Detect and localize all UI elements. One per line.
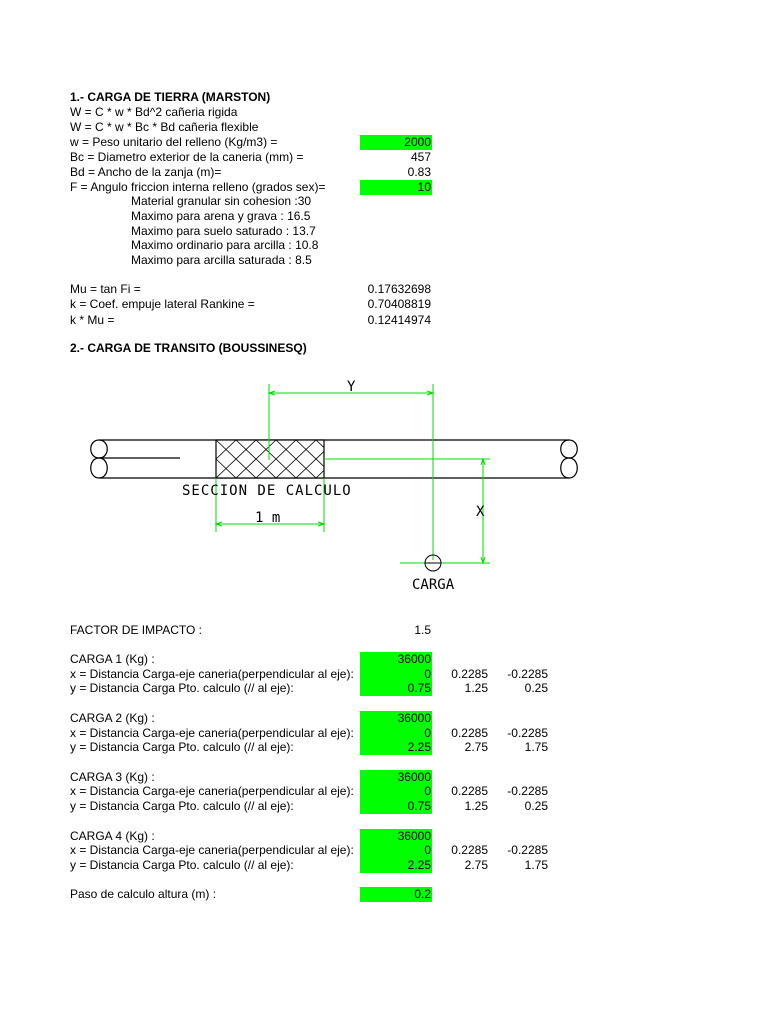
note-row	[0, 253, 768, 268]
param-label: w = Peso unitario del relleno (Kg/m3) =	[70, 135, 278, 149]
load-x-input[interactable]: 0	[360, 726, 432, 741]
load-value-input[interactable]: 36000	[360, 711, 432, 726]
result-label: k = Coef. empuje lateral Rankine =	[70, 297, 255, 311]
load-x-input[interactable]: 0	[360, 843, 432, 858]
impact-label: FACTOR DE IMPACTO :	[70, 623, 203, 637]
load-y-input[interactable]: 0.75	[360, 799, 432, 814]
formula-rigid: W = C * w * Bd^2 cañeria rigida	[70, 105, 238, 119]
result-value-kmu: 0.12414974	[367, 313, 431, 327]
result-label: Mu = tan Fi =	[70, 282, 141, 296]
load-x-minus: -0.2285	[507, 843, 548, 857]
load-value-input[interactable]: 36000	[360, 829, 432, 844]
load-y-minus: 1.75	[524, 858, 548, 872]
section2-title-row	[0, 341, 768, 356]
step-label: Paso de calculo altura (m) :	[70, 887, 217, 901]
load-x-plus: 0.2285	[451, 667, 488, 681]
note-row	[0, 224, 768, 239]
formula-flexible: W = C * w * Bc * Bd cañeria flexible	[70, 120, 259, 134]
param-row-f	[0, 180, 768, 195]
note-row	[0, 238, 768, 253]
load-y-row	[0, 740, 768, 755]
boussinesq-diagram	[0, 370, 768, 600]
param-value-bd[interactable]: 0.83	[407, 165, 431, 179]
load-x-input[interactable]: 0	[360, 784, 432, 799]
load-title-row	[0, 652, 768, 667]
note-text: Maximo para suelo saturado : 13.7	[131, 224, 316, 238]
load-title: CARGA 3 (Kg) :	[70, 770, 155, 784]
param-input-f[interactable]: 10	[360, 180, 432, 195]
param-row-bc	[0, 150, 768, 165]
section2-title: 2.- CARGA DE TRANSITO (BOUSSINESQ)	[70, 341, 307, 355]
load-x-input[interactable]: 0	[360, 667, 432, 682]
note-text: Maximo ordinario para arcilla : 10.8	[131, 238, 319, 252]
load-y-row	[0, 799, 768, 814]
result-value-mu: 0.17632698	[367, 282, 431, 296]
load-x-label: x = Distancia Carga-eje caneria(perpendicular al eje):	[70, 667, 354, 681]
load-x-row	[0, 667, 768, 682]
one-meter-label: 1 m	[255, 510, 281, 526]
load-y-plus: 1.25	[464, 799, 488, 813]
load-y-row	[0, 681, 768, 696]
load-x-row	[0, 784, 768, 799]
result-row-k	[0, 297, 768, 312]
load-y-label: y = Distancia Carga Pto. calculo (// al eje):	[70, 740, 294, 754]
load-y-input[interactable]: 2.25	[360, 858, 432, 873]
result-row-kmu	[0, 313, 768, 328]
load-y-input[interactable]: 0.75	[360, 681, 432, 696]
param-row-bd	[0, 165, 768, 180]
result-label: k * Mu =	[70, 313, 115, 327]
load-x-plus: 0.2285	[451, 784, 488, 798]
load-x-minus: -0.2285	[507, 726, 548, 740]
impact-value[interactable]: 1.5	[414, 623, 431, 637]
load-title: CARGA 2 (Kg) :	[70, 711, 155, 725]
load-title-row	[0, 711, 768, 726]
load-x-minus: -0.2285	[507, 667, 548, 681]
load-y-label: y = Distancia Carga Pto. calculo (// al eje):	[70, 799, 294, 813]
load-x-label: x = Distancia Carga-eje caneria(perpendicular al eje):	[70, 784, 354, 798]
section-label: SECCION DE CALCULO	[182, 483, 352, 499]
dimension-x-label: X	[476, 504, 485, 520]
note-row	[0, 209, 768, 224]
result-value-k: 0.70408819	[367, 297, 431, 311]
result-row-mu	[0, 282, 768, 297]
load-y-plus: 2.75	[464, 740, 488, 754]
load-x-label: x = Distancia Carga-eje caneria(perpendicular al eje):	[70, 843, 354, 857]
note-text: Maximo para arena y grava : 16.5	[131, 209, 311, 223]
load-x-label: x = Distancia Carga-eje caneria(perpendicular al eje):	[70, 726, 354, 740]
step-input[interactable]: 0.2	[360, 887, 432, 902]
formula-rigid-row	[0, 105, 768, 120]
impact-row	[0, 623, 768, 638]
param-row-w	[0, 135, 768, 150]
load-x-plus: 0.2285	[451, 726, 488, 740]
param-label: Bd = Ancho de la zanja (m)=	[70, 165, 222, 179]
load-title-row	[0, 829, 768, 844]
load-y-minus: 0.25	[524, 799, 548, 813]
note-text: Material granular sin cohesion :30	[131, 194, 312, 208]
load-x-row	[0, 726, 768, 741]
load-y-label: y = Distancia Carga Pto. calculo (// al eje):	[70, 858, 294, 872]
load-title: CARGA 1 (Kg) :	[70, 652, 155, 666]
load-x-plus: 0.2285	[451, 843, 488, 857]
load-title: CARGA 4 (Kg) :	[70, 829, 155, 843]
param-label: F = Angulo friccion interna relleno (grados sex)=	[70, 180, 326, 194]
dimension-y-label: Y	[347, 379, 356, 395]
load-y-minus: 0.25	[524, 681, 548, 695]
load-y-plus: 1.25	[464, 681, 488, 695]
formula-flexible-row	[0, 120, 768, 135]
load-x-minus: -0.2285	[507, 784, 548, 798]
param-label: Bc = Diametro exterior de la caneria (mm) =	[70, 150, 304, 164]
note-text: Maximo para arcilla saturada : 8.5	[131, 253, 312, 267]
param-input-w[interactable]: 2000	[360, 135, 432, 150]
param-value-bc[interactable]: 457	[410, 150, 431, 164]
section1-title: 1.- CARGA DE TIERRA (MARSTON)	[70, 90, 271, 104]
load-value-input[interactable]: 36000	[360, 652, 432, 667]
note-row	[0, 194, 768, 209]
load-y-row	[0, 858, 768, 873]
load-label: CARGA	[412, 577, 455, 593]
load-y-input[interactable]: 2.25	[360, 740, 432, 755]
section1-title-row	[0, 90, 768, 105]
step-row	[0, 887, 768, 902]
load-title-row	[0, 770, 768, 785]
load-y-plus: 2.75	[464, 858, 488, 872]
load-x-row	[0, 843, 768, 858]
load-y-label: y = Distancia Carga Pto. calculo (// al eje):	[70, 681, 294, 695]
load-y-minus: 1.75	[524, 740, 548, 754]
load-value-input[interactable]: 36000	[360, 770, 432, 785]
